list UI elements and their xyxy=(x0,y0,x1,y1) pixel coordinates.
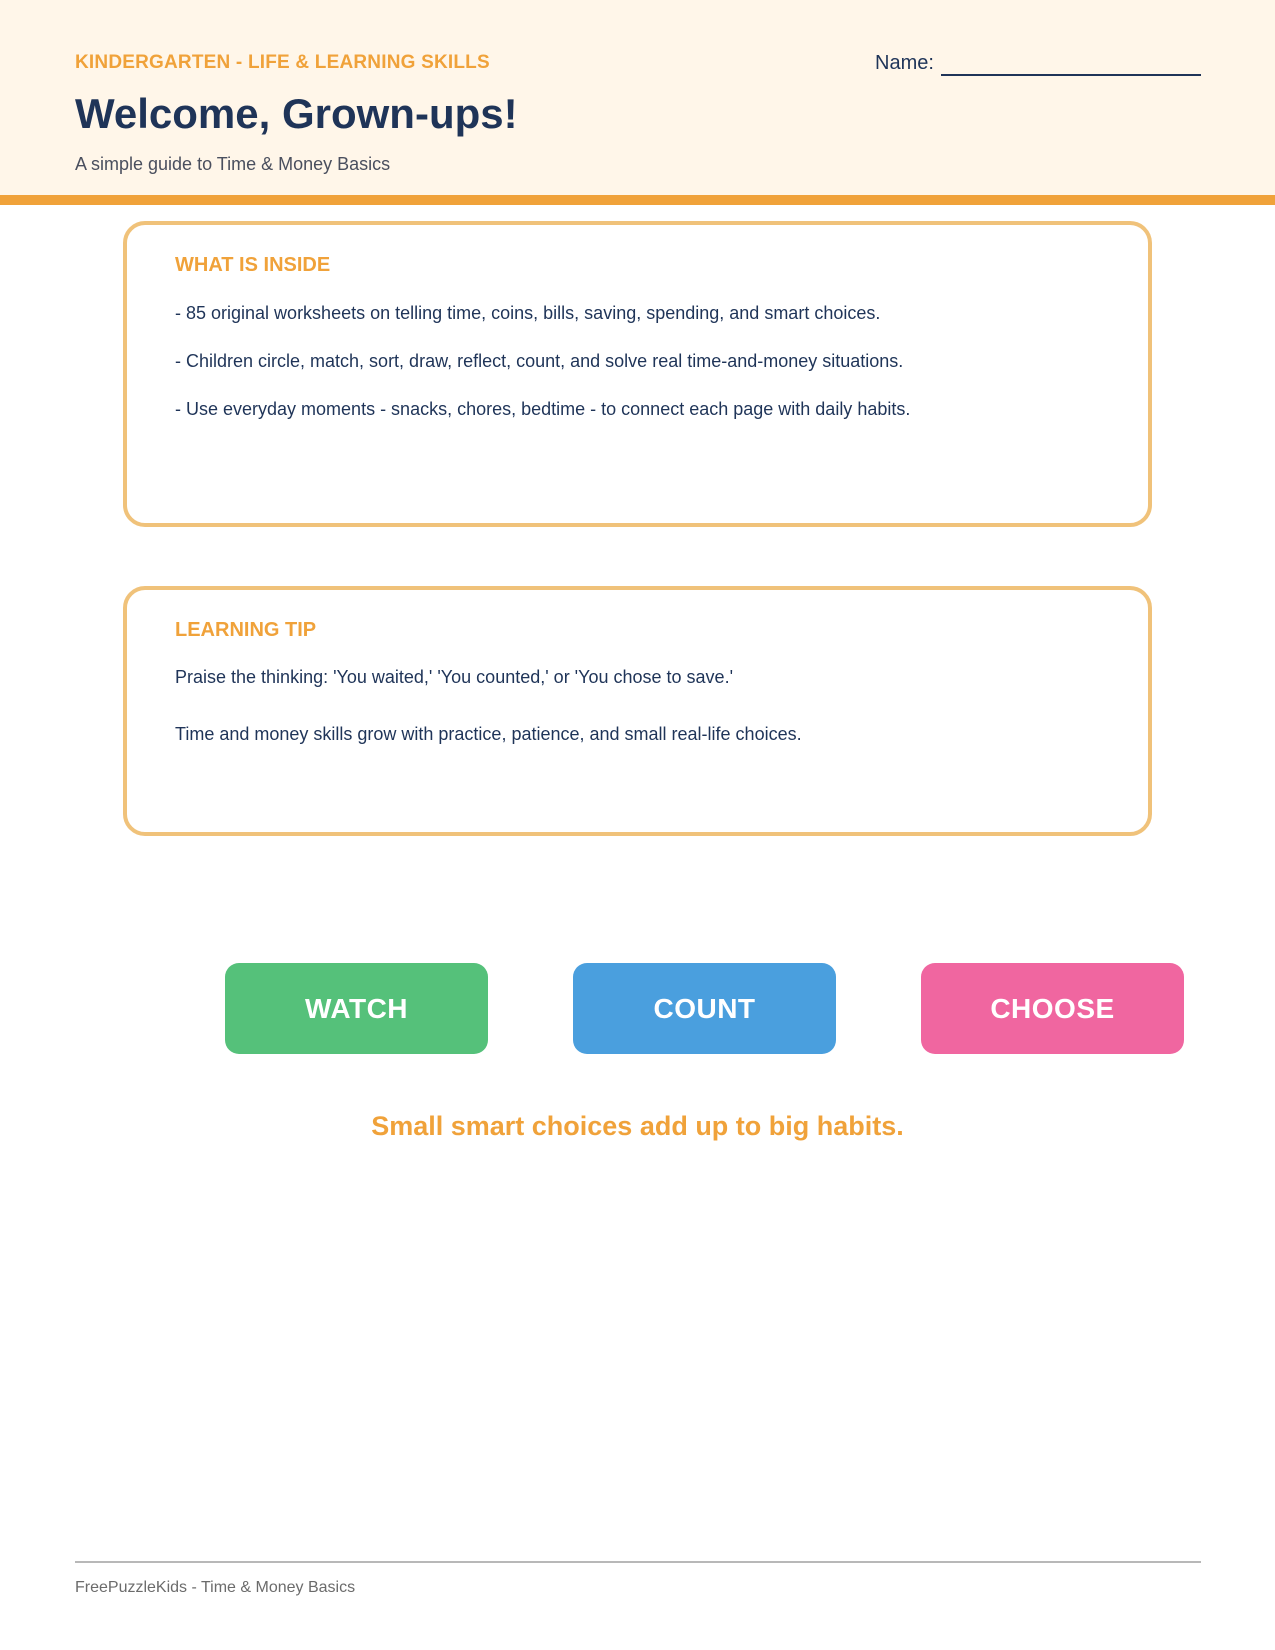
footer-text: FreePuzzleKids - Time & Money Basics xyxy=(75,1579,356,1596)
name-input-line[interactable] xyxy=(941,74,1201,76)
count-button[interactable]: COUNT xyxy=(573,963,836,1054)
card-bullet: - Children circle, match, sort, draw, reflect, count, and solve real time-and-money situations. xyxy=(175,351,904,371)
watch-button[interactable]: WATCH xyxy=(225,963,488,1054)
tip-line: Praise the thinking: 'You waited,' 'You counted,' or 'You chose to save.' xyxy=(175,667,733,687)
tip-line: Time and money skills grow with practice, patience, and small real-life choices. xyxy=(175,724,802,744)
card-bullet: - Use everyday moments - snacks, chores, bedtime - to connect each page with daily habits. xyxy=(175,399,911,419)
choose-button[interactable]: CHOOSE xyxy=(921,963,1184,1054)
learning-tip-card xyxy=(123,586,1152,836)
card-bullet: - 85 original worksheets on telling time, coins, bills, saving, spending, and smart choices. xyxy=(175,303,881,323)
header-divider xyxy=(0,195,1275,205)
footer-divider xyxy=(75,1561,1201,1563)
card-title: LEARNING TIP xyxy=(175,619,317,641)
page-title: Welcome, Grown-ups! xyxy=(75,90,518,137)
motto-text: Small smart choices add up to big habits. xyxy=(371,1111,904,1141)
page-subtitle: A simple guide to Time & Money Basics xyxy=(75,154,391,174)
what-is-inside-card xyxy=(123,221,1152,527)
name-label: Name: xyxy=(875,52,934,74)
grade-label: KINDERGARTEN - LIFE & LEARNING SKILLS xyxy=(75,52,490,73)
name-field[interactable] xyxy=(875,52,1201,80)
card-title: WHAT IS INSIDE xyxy=(175,254,331,276)
